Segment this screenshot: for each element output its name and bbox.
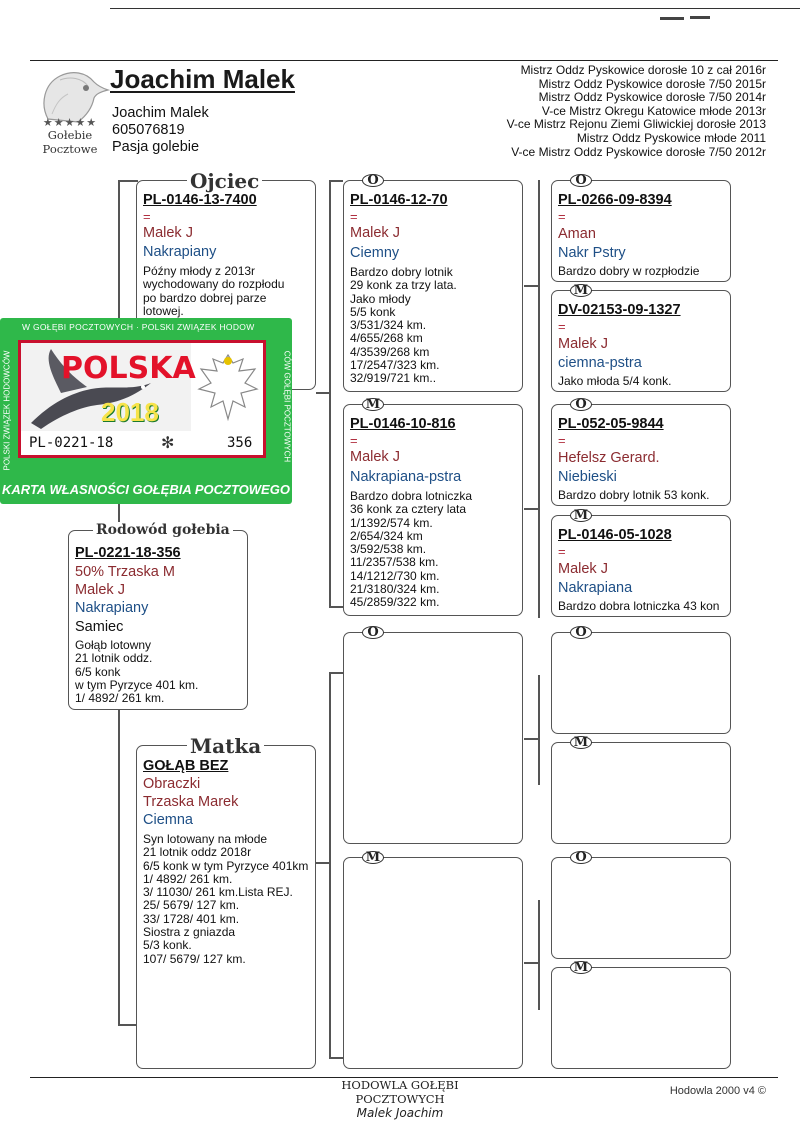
note-line: 3/592/538 km. [350,542,427,557]
mmf-box[interactable] [551,850,731,959]
note-line: Syn lotowany na młode [143,832,268,846]
mff-box[interactable] [551,625,731,734]
mother-line1: Obraczki [143,776,201,792]
note-line: 11/2357/538 km. [350,555,439,570]
logo-stars: ★★★★★ [42,117,98,129]
father-ring-number: PL-0146-13-7400 [143,192,257,208]
achievement-item: V-ce Mistrz Oddz Pyskowice dorosłe 7/50 2012r [511,144,766,159]
connector [329,180,343,182]
logo-text-line1: Gołebie [47,128,93,142]
note-line: 4/655/268 km [350,331,423,346]
note-line: lotowej. [143,303,184,318]
ffm-owner: Malek J [558,336,608,352]
subject-color: Nakrapiany [75,600,149,616]
note-line: 14/1212/730 km. [350,568,440,583]
note-line: 21 lotnik oddz 2018r [143,845,252,860]
fmf-eq: = [558,433,566,448]
ff-connector [538,180,540,404]
ff-ring-number: PL-0146-12-70 [350,192,448,208]
footer-stamp-line1: HODOWLA GOŁĘBI [341,1078,459,1092]
fm-color: Nakrapiana-pstra [350,469,462,485]
connector [329,672,343,674]
mother-label: Matka [187,734,264,758]
fmf-box[interactable] [551,397,731,506]
note-line: Późny młody z 2013r [143,264,256,278]
card-year: 2018 [101,397,159,427]
note-line: Siostra z gniazda [143,925,236,940]
eagle-icon [193,349,263,427]
ffm-color: ciemna-pstra [558,355,642,371]
fmm-ring-number: PL-0146-05-1028 [558,527,672,543]
sex-label: O [575,625,587,640]
sex-label: M [573,960,589,975]
note-line: po bardzo dobrej parze [143,290,267,305]
note-line: 45/2859/322 km. [350,595,440,610]
mm-box[interactable] [343,850,523,1069]
subject-ring-number: PL-0221-18-356 [75,545,181,561]
fff-eq: = [558,209,566,224]
software-credit: Hodowla 2000 v4 © [669,1085,766,1097]
sex-label: M [365,397,381,412]
sex-label: O [367,625,379,640]
subject-box[interactable] [68,522,248,710]
connector [316,862,330,864]
sex-label: O [575,173,587,188]
fmm-color: Nakrapiana [558,580,633,596]
sex-label: O [367,173,379,188]
fff-ring-number: PL-0266-09-8394 [558,192,672,208]
note-line: 2/654/324 km [350,528,423,543]
card-country: POLSKA [61,351,196,386]
fm-box[interactable] [343,397,523,616]
achievement-item: Mistrz Oddz Pyskowice dorosłe 7/50 2015r [538,76,766,91]
ownership-card [0,318,292,504]
note-line: 6/5 konk [75,664,121,679]
note-line: Gołąb lotowny [75,638,152,652]
fm-eq: = [350,433,358,448]
note-line: 4/3539/268 km [350,344,430,359]
note-line: Bardzo dobra lotniczka 43 kon [558,599,720,613]
mother-owner: Trzaska Marek [143,794,239,810]
connector [316,392,330,394]
fm-notes [350,490,522,610]
connector [524,738,539,740]
fmf-owner: Hefelsz Gerard. [558,450,660,466]
note-line: 6/5 konk w tym Pyrzyce 401km [143,858,309,873]
mother-connector [329,672,331,1057]
achievement-item: Mistrz Oddz Pyskowice dorosłe 7/50 2014r [538,90,766,105]
connector [329,606,343,608]
achievement-item: V-ce Mistrz Rejonu Ziemi Gliwickiej dorosłe 2013 [506,117,766,132]
note-line: 21 lotnik oddz. [75,651,153,666]
scan-mark [690,16,710,19]
fm-owner: Malek J [350,449,400,465]
card-ring-prefix: PL-0221-18 [29,435,114,451]
note-line: Jako młoda 5/4 konk. [558,374,672,388]
connector [524,285,539,287]
pigeon-head-icon [30,64,110,124]
note-line: 29 konk za trzy lata. [350,278,457,293]
ff-owner: Malek J [350,225,400,241]
fm-connector [538,404,540,618]
fmf-color: Niebieski [558,469,617,485]
note-line: 33/ 1728/ 401 km. [143,911,240,926]
note-line: wychodowany do rozpłodu [143,277,285,292]
fmf-notes [558,489,730,502]
father-notes [143,265,313,318]
father-eq: = [143,209,151,224]
card-snowflake-icon: ✻ [161,435,175,452]
note-line: 1/1392/574 km. [350,515,433,530]
breeder-motto: Pasja golebie [112,139,200,155]
card-bottom-text: KARTA WŁASNOŚCI GOŁĘBIA POCZTOWEGO [2,482,290,497]
note-line: 5/5 konk [350,304,396,319]
note-line: w tym Pyrzyce 401 km. [75,677,199,692]
fmm-eq: = [558,544,566,559]
ffm-eq: = [558,319,566,334]
connector [118,180,138,182]
ff-box[interactable] [343,173,523,392]
subject-notes [75,639,245,705]
ffm-notes [558,375,730,388]
card-inner-panel [18,340,266,458]
note-line: 36 konk za cztery lata [350,502,467,517]
card-right-text: CÓW GOŁĘBI POCZTOWYCH [282,350,292,463]
note-line: Bardzo dobra lotniczka [350,489,473,503]
subject-owner: Malek J [75,582,125,598]
father-owner: Malek J [143,225,193,241]
sex-label: M [573,283,589,298]
sex-label: O [575,397,587,412]
ff-eq: = [350,209,358,224]
subject-sex: Samiec [75,619,124,635]
footer-stamp-line2: POCZTOWYCH [355,1092,445,1106]
footer-stamp [300,1078,500,1120]
sex-label: M [573,508,589,523]
mf-box[interactable] [343,625,523,844]
connector [329,1057,343,1059]
breeder-subname: Joachim Malek [112,105,209,121]
mf-connector [538,675,540,785]
father-color: Nakrapiany [143,244,217,260]
note-line: 3/531/324 km. [350,318,427,333]
mmm-box[interactable] [551,960,731,1069]
ff-notes [350,266,520,386]
note-line: Bardzo dobry w rozpłodzie [558,264,700,278]
subject-line1: 50% Trzaska M [75,564,175,580]
sex-label: O [575,850,587,865]
fm-ring-number: PL-0146-10-816 [350,416,456,432]
father-label: Ojciec [187,169,262,193]
fff-color: Nakr Pstry [558,245,626,261]
achievement-item: Mistrz Oddz Pyskowice dorosłe 10 z cał 2016r [520,63,766,77]
mother-box[interactable] [136,734,316,1069]
scan-mark [660,17,684,20]
fmf-ring-number: PL-052-05-9844 [558,416,664,432]
connector [524,962,539,964]
footer-stamp-line3: Malek Joachim [356,1106,444,1120]
ffm-box[interactable] [551,283,731,392]
card-ring-strip [21,431,263,455]
mother-color: Ciemna [143,812,193,828]
fmm-owner: Malek J [558,561,608,577]
mm-connector [538,900,540,1010]
ffm-ring-number: DV-02153-09-1327 [558,302,681,318]
achievement-item: Mistrz Oddz Pyskowice młode 2011 [576,130,766,145]
sex-label: M [365,850,381,865]
header-rule [30,60,778,61]
card-top-text: W GOŁĘBI POCZTOWYCH · POLSKI ZWIĄZEK HODOW [22,322,255,332]
fff-box[interactable] [551,173,731,282]
note-line: 32/919/721 km.. [350,371,437,386]
note-line: Bardzo dobry lotnik [350,265,453,279]
fmm-box[interactable] [551,508,731,617]
note-line: 1/ 4892/ 261 km. [143,871,233,886]
note-line: 3/ 11030/ 261 km.Lista REJ. [143,885,293,900]
card-left-text: POLSKI ZWIĄZEK HODOWCÓW [2,350,12,471]
achievement-item: V-ce Mistrz Okregu Katowice młode 2013r [541,103,766,118]
fff-notes [558,265,730,278]
card-ring-suffix: 356 [227,435,253,451]
connector [118,1024,138,1026]
breeder-logo [30,64,110,160]
mother-notes [143,833,315,966]
achievements-list [400,64,766,159]
note-line: Bardzo dobry lotnik 53 konk. [558,488,710,502]
note-line: 17/2547/323 km. [350,358,440,373]
note-line: 21/3180/324 km. [350,582,440,597]
breeder-name-title: Joachim Malek [110,64,295,94]
scan-edge-line [110,8,800,9]
fmm-notes [558,600,730,613]
breeder-phone: 605076819 [112,122,185,138]
note-line: Jako młody [350,291,411,306]
logo-text-line2: Pocztowe [42,142,98,156]
sex-label: M [573,735,589,750]
connector [524,508,539,510]
note-line: 107/ 5679/ 127 km. [143,951,246,966]
mother-ring-number: GOŁĄB BEZ [143,758,229,774]
fff-owner: Aman [558,226,596,242]
note-line: 5/3 konk. [143,938,192,953]
note-line: 1/ 4892/ 261 km. [75,691,165,706]
note-line: 25/ 5679/ 127 km. [143,898,240,913]
subject-label: Rodowód gołebia [93,522,233,538]
mfm-box[interactable] [551,735,731,844]
ff-color: Ciemny [350,245,400,261]
polish-eagle-emblem [193,349,263,427]
